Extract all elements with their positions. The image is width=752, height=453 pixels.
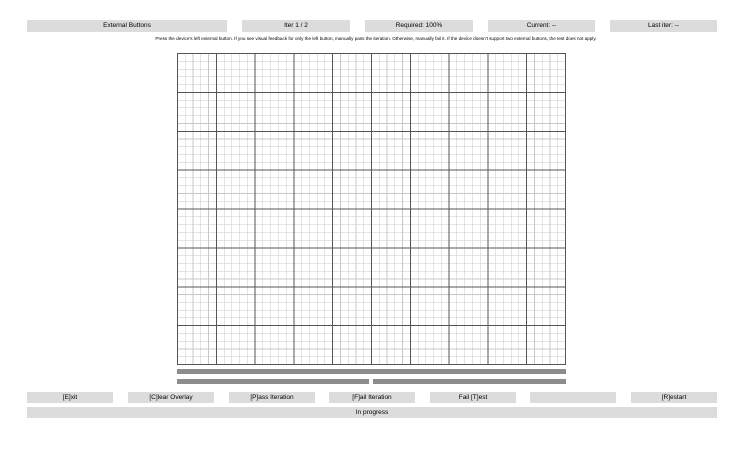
restart-button[interactable]: [R]estart [631, 392, 717, 403]
fail-iteration-button[interactable]: [F]ail Iteration [329, 392, 415, 403]
fail-test-button[interactable]: Fail [T]est [430, 392, 516, 403]
progress-bar-main [177, 369, 566, 374]
last-iter-label: Last iter: -- [610, 20, 717, 32]
clear-overlay-button[interactable]: [C]lear Overlay [128, 392, 214, 403]
status-bar: In progress [27, 407, 717, 418]
iteration-label: Iter 1 / 2 [242, 20, 350, 32]
current-label: Current: -- [488, 20, 595, 32]
exit-button[interactable]: [E]xit [27, 392, 113, 403]
pass-iteration-button[interactable]: [P]ass Iteration [229, 392, 315, 403]
required-label: Required: 100% [365, 20, 473, 32]
blank-button[interactable] [530, 392, 616, 403]
touch-grid[interactable] [177, 53, 566, 365]
instruction-text: Press the device's left external button. If you see visual feedback for only the left button, manually pass the iteration. Otherwise, manually fail it. If the device doesn't support two external buttons, the test does not apply. [155, 36, 597, 41]
test-name-label: External Buttons [27, 20, 227, 32]
progress-bar-right [373, 379, 566, 384]
progress-bar-left [177, 379, 369, 384]
